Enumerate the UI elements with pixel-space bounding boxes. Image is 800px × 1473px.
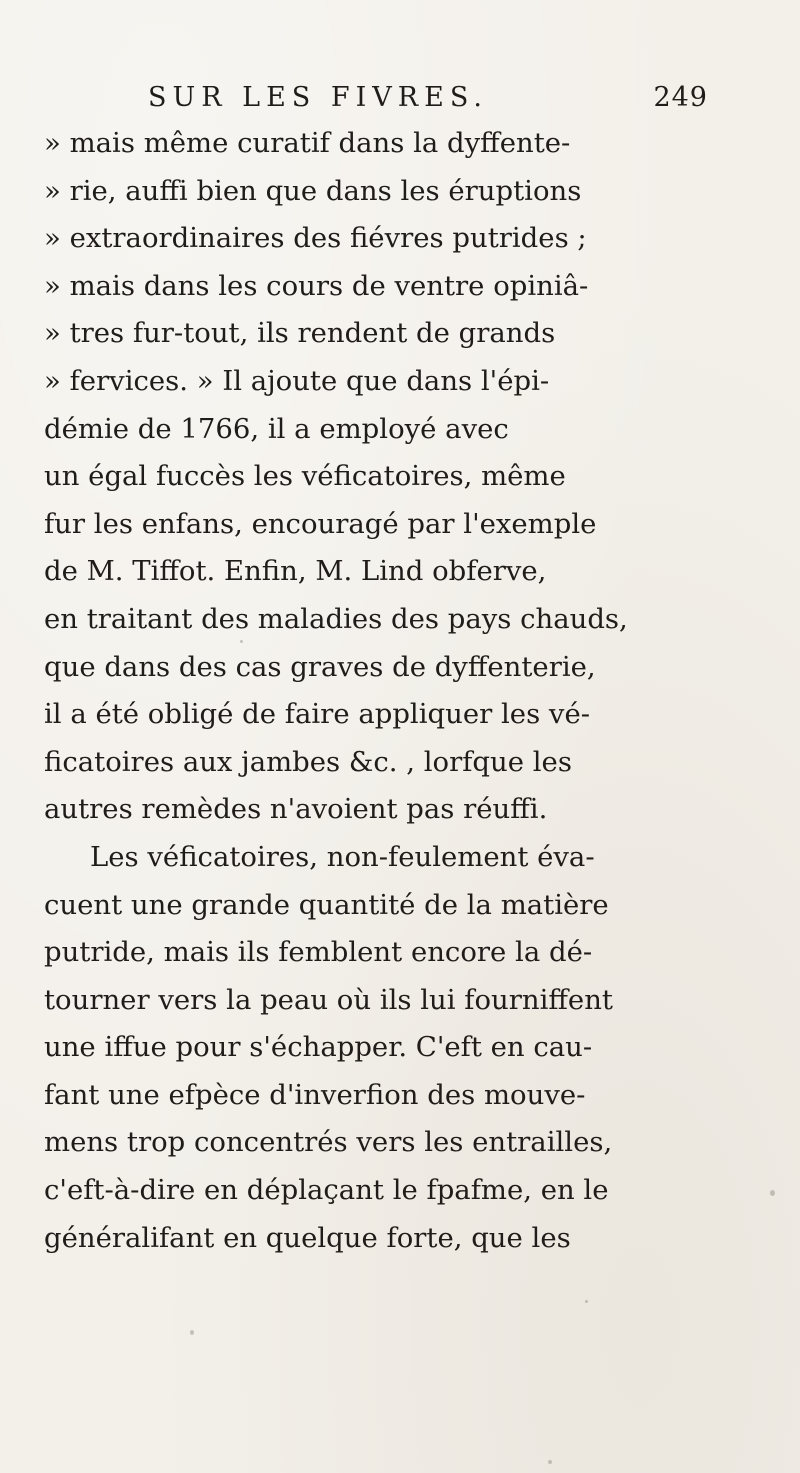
text-line: généralifant en quelque forte, que les: [44, 1221, 571, 1254]
paragraph-start-line: Les véficatoires, non-feulement éva-: [90, 840, 595, 873]
paper-speck: [548, 1460, 552, 1464]
paper-speck: [770, 1190, 775, 1196]
text-line: cuent une grande quantité de la matière: [44, 888, 609, 921]
text-line: » mais même curatif dans la dyffente-: [44, 127, 571, 159]
paper-speck: [585, 1300, 588, 1303]
running-head: [148, 82, 708, 122]
text-line: que dans des cas graves de dyffenterie,: [44, 650, 596, 683]
text-line: mens trop concentrés vers les entrailles,: [44, 1126, 613, 1159]
text-line: fur les enfans, encouragé par l'exemple: [44, 507, 597, 540]
text-line: un égal fuccès les véficatoires, même: [44, 460, 566, 493]
text-line: tourner vers la peau où ils lui fourniffent: [44, 983, 613, 1016]
text-line: en traitant des maladies des pays chauds,: [44, 602, 628, 635]
text-line: » rie, auffi bien que dans les éruptions: [44, 174, 582, 207]
running-title: SUR LES FIVRES.: [148, 82, 488, 113]
text-line: c'eft-à-dire en déplaçant le fpafme, en le: [44, 1174, 609, 1207]
text-line: une iffue pour s'échapper. C'eft en cau-: [44, 1031, 593, 1064]
text-line: putride, mais ils femblent encore la dé-: [44, 936, 593, 969]
text-line: » fervices. » Il ajoute que dans l'épi-: [44, 364, 550, 397]
text-line: de M. Tiffot. Enfin, M. Lind obferve,: [44, 555, 547, 588]
text-line: démie de 1766, il a employé avec: [44, 412, 509, 445]
paper-speck: [240, 640, 243, 643]
text-line: ficatoires aux jambes &c. , lorfque les: [44, 745, 572, 778]
body-text: [44, 120, 734, 1262]
text-line: » mais dans les cours de ventre opiniâ-: [44, 269, 589, 302]
paper-speck: [190, 1330, 194, 1335]
text-line: autres remèdes n'avoient pas réuffi.: [44, 793, 548, 826]
text-line: » extraordinaires des fiévres putrides ;: [44, 222, 587, 255]
text-line: il a été obligé de faire appliquer les vé-: [44, 698, 591, 731]
page-number: 249: [653, 82, 708, 113]
text-line: fant une efpèce d'inverfion des mouve-: [44, 1078, 586, 1111]
text-line: » tres fur-tout, ils rendent de grands: [44, 317, 556, 350]
